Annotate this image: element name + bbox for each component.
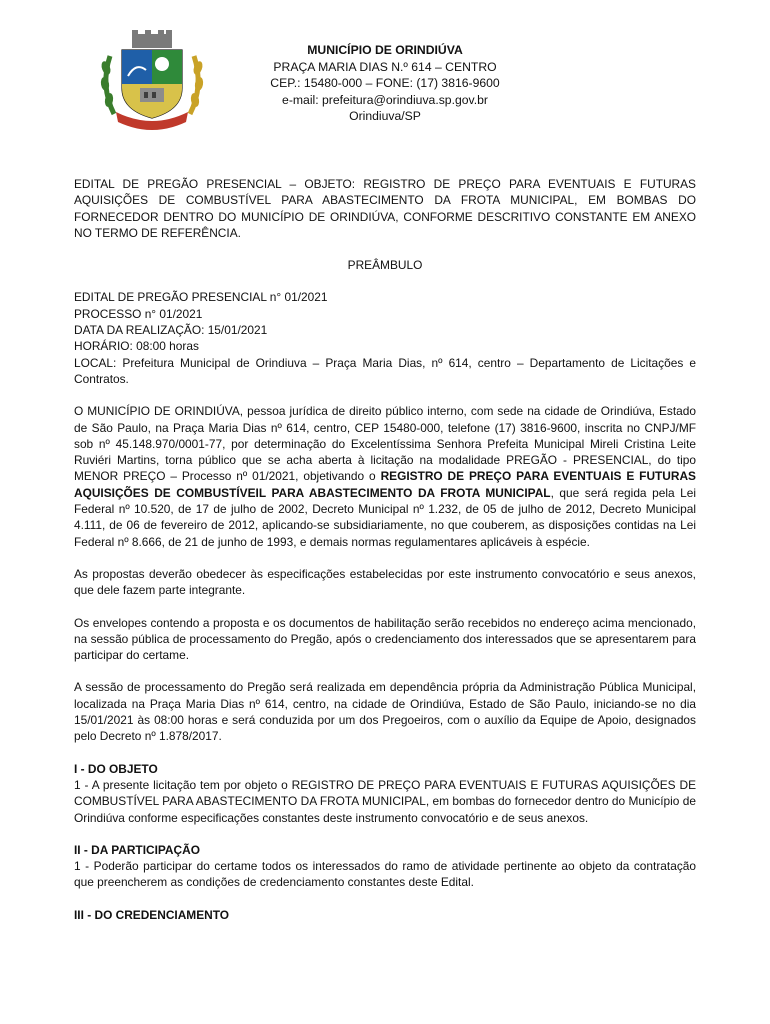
municipal-seal-icon (96, 26, 208, 130)
municipality-email: e-mail: prefeitura@orindiuva.sp.gov.br (282, 92, 488, 107)
section-objeto-text: 1 - A presente licitação tem por objeto o REGISTRO DE PREÇO PARA EVENTUAIS E FUTURAS AQUISIÇÕES DE COMBUSTÍVEL PARA ABASTECIMENTO DA FROTA MUNICIPAL, em bombas do fornecedor dentro do Município de Orindiúva conforme especificações constantes deste instrumento convocatório e de seus anexos. (74, 777, 696, 825)
document-body (74, 176, 696, 923)
intro-object-bold: REGISTRO DE PREÇO PARA EVENTUAIS E FUTURAS AQUISIÇÕES DE COMBUSTÍVEIL PARA ABASTECIMENTO DA FROTA MUNICIPAL (74, 469, 696, 500)
municipality-city: Orindiuva/SP (349, 109, 421, 123)
proposals-paragraph: As propostas deverão obedecer às especificações estabelecidas por este instrumento convocatório e seus anexos, que dele fazem parte integrante. (74, 566, 696, 598)
section-credenciamento-heading: III - DO CREDENCIAMENTO (74, 907, 230, 922)
preamble-heading: PREÂMBULO (347, 258, 423, 273)
intro-text-2: , que será regida pela Lei Federal nº 10.520, de 17 de julho de 2002, Decreto Municipal nº 1.232, de 05 de julho de 2012, Decreto Municipal 4.111, de 06 de fevereiro de 2012, aplicando-se subsidiariamente, no que couberem, as disposições contidas na Lei Federal nº 8.666, de 21 de junho de 1993, e demais normas regulamentares aplicáveis à espécie. (74, 485, 696, 549)
municipality-name: MUNICÍPIO DE ORINDIÚVA (307, 43, 463, 57)
location: LOCAL: Prefeitura Municipal de Orindiuva – Praça Maria Dias, nº 614, centro – Departamento de Licitações e Contratos. (74, 355, 696, 386)
section-participacao-heading: II - DA PARTICIPAÇÃO (74, 842, 200, 857)
municipality-address: PRAÇA MARIA DIAS N.º 614 – CENTRO (273, 59, 497, 74)
schedule-time: HORÁRIO: 08:00 horas (74, 339, 199, 354)
intro-text-1: O MUNICÍPIO DE ORINDIÚVA, pessoa jurídica de direito público interno, com sede na cidade de Orindiúva, Estado de São Paulo, na Praça Maria Dias nº 614, centro, CEP 15480-000, telefone (17) 3816-9600, inscrita no CNPJ/MF sob nº 45.148.970/0001-77, por determinação do Excelentíssima Senhora Prefeita Municipal Mireli Cristina Leite Ruviéri Martins, torna público que se acha aberta à licitação na modalidade PREGÃO - PRESENCIAL, do tipo MENOR PREÇO – Processo nº 01/2021, objetivando o (74, 404, 696, 484)
section-participacao-text: 1 - Poderão participar do certame todos os interessados do ramo de atividade pertinente ao objeto da contratação que preencherem as condições de credenciamento constantes deste Edital. (74, 859, 696, 890)
edital-number: EDITAL DE PREGÃO PRESENCIAL n° 01/2021 (74, 290, 328, 305)
session-paragraph: A sessão de processamento do Pregão será realizada em dependência própria da Administração Pública Municipal, localizada na Praça Maria Dias nº 614, centro, na cidade de Orindiúva, Estado de São Paulo, iniciando-se no dia 15/01/2021 às 08:00 horas e será conduzida por um dos Pregoeiros, com o auxílio da Equipe de Apoio, designados pelo Decreto nº 1.878/2017. (74, 680, 696, 744)
municipality-cep-phone: CEP.: 15480-000 – FONE: (17) 3816-9600 (270, 76, 500, 90)
intro-paragraph (74, 403, 696, 550)
realization-date: DATA DA REALIZAÇÃO: 15/01/2021 (74, 323, 268, 338)
letterhead (230, 42, 540, 125)
section-objeto-heading: I - DO OBJETO (74, 761, 158, 776)
edital-title: EDITAL DE PREGÃO PRESENCIAL – OBJETO: REGISTRO DE PREÇO PARA EVENTUAIS E FUTURAS AQUISIÇÕES DE COMBUSTÍVEL PARA ABASTECIMENTO DA FROTA MUNICIPAL, EM BOMBAS DO FORNECEDOR DENTRO DO MUNICÍPIO DE ORINDIÚVA, CONFORME DESCRITIVO CONSTANTE EM ANEXO NO TERMO DE REFERÊNCIA. (74, 177, 696, 240)
envelopes-paragraph: Os envelopes contendo a proposta e os documentos de habilitação serão recebidos no endereço acima mencionado, na sessão pública de processamento do Pregão, após o credenciamento dos interessados que se apresentarem para participar do certame. (74, 615, 696, 663)
process-number: PROCESSO n° 01/2021 (74, 306, 203, 321)
